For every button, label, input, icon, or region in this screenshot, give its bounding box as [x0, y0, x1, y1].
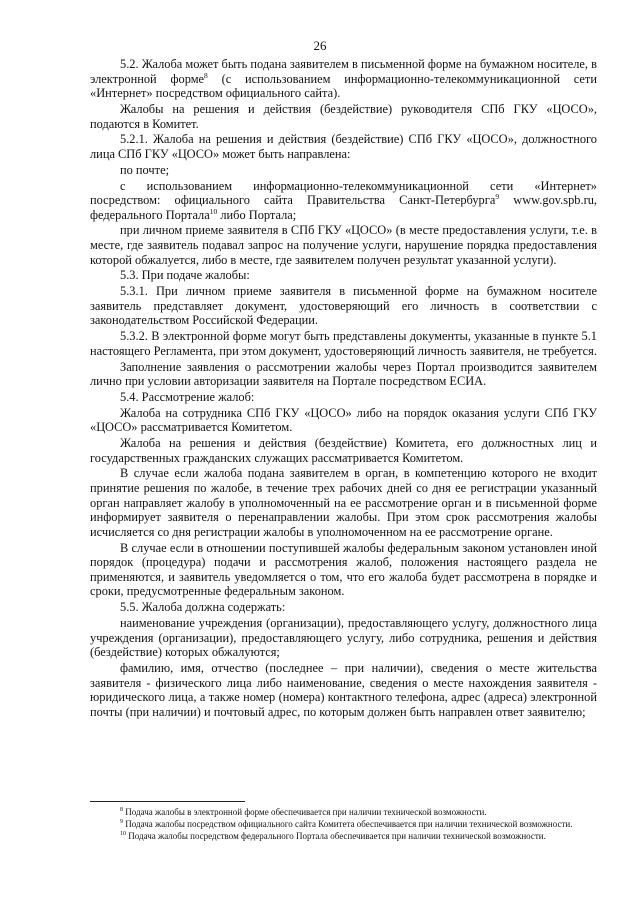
- document-body: [90, 57, 597, 721]
- paragraph: [90, 179, 597, 223]
- paragraph: [90, 436, 597, 465]
- paragraph: [90, 390, 597, 405]
- text-run: либо Портала;: [217, 207, 297, 222]
- paragraph: [90, 466, 597, 539]
- text-run: Жалоба на сотрудника СПб ГКУ «ЦОСО» либо на порядок оказания услуги СПб ГКУ «ЦОСО» рассматривается Комитетом.: [90, 405, 597, 435]
- footnote: [90, 831, 597, 842]
- paragraph: [90, 329, 597, 358]
- text-run: Подача жалобы посредством официального сайта Комитета обеспечивается при наличии технической возможности.: [123, 819, 573, 830]
- footnote-ref: 9: [495, 191, 500, 201]
- paragraph: [90, 406, 597, 435]
- text-run: Заполнение заявления о рассмотрении жалобы через Портал производится заявителем лично при условии авторизации заявителя на Портале посредством ЕСИА.: [90, 359, 597, 389]
- footnote-ref: 8: [120, 807, 123, 813]
- text-run: при личном приеме заявителя в СПб ГКУ «ЦОСО» (в месте предоставления услуги, т.е. в месте, где заявитель подавал запрос на получение услуги, нарушение порядка предоставления которой обжалуется, либо в месте, где заявителем получен результат указанной услуги).: [90, 223, 597, 267]
- text-run: Подача жалобы в электронной форме обеспечивается при наличии технической возможности.: [123, 807, 487, 817]
- text-run: 5.2.1. Жалоба на решения и действия (бездействие) СПб ГКУ «ЦОСО», должностного лица СПб ГКУ «ЦОСО» может быть направлена:: [90, 132, 597, 161]
- paragraph: [90, 541, 597, 599]
- text-run: наименование учреждения (организации), предоставляющего услугу, должностного лица учреждения (организации), предоставляющего услугу, либо сотрудника, решения и действия (бездействие) которых обжалуются;: [90, 615, 597, 660]
- text-run: 5.5. Жалоба должна содержать:: [120, 600, 286, 615]
- paragraph: [90, 223, 597, 267]
- paragraph: [90, 616, 597, 660]
- paragraph: [90, 132, 597, 161]
- text-run: Подача жалобы посредством федерального Портала обеспечивается при наличии технической возможности.: [126, 831, 546, 842]
- text-run: 5.4. Рассмотрение жалоб:: [120, 389, 255, 404]
- text-run: 5.3.2. В электронной форме могут быть представлены документы, указанные в пункте 5.1 настоящего Регламента, при этом документ, удостоверяющий личность заявителя, не требуется.: [90, 329, 597, 358]
- footnote-ref: 9: [120, 819, 123, 826]
- text-run: фамилию, имя, отчество (последнее – при наличии), сведения о месте жительства заявителя - физического лица либо наименование, сведения о месте нахождения заявителя - юридического лица, а также номер (номера) контактного телефона, адрес (адреса) электронной почты (при наличии) и почтовый адрес, по которым должен быть направлен ответ заявителю;: [90, 660, 597, 719]
- paragraph: [90, 102, 597, 131]
- text-run: www.gov.spb.ru, федерального Портала: [90, 193, 597, 222]
- paragraph: [90, 284, 597, 328]
- paragraph: [90, 661, 597, 719]
- text-run: В случае если в отношении поступившей жалобы федеральным законом установлен иной порядок (процедура) подачи и рассмотрения жалоб, положения настоящего раздела не применяются, и заявитель уведомляется о том, что его жалоба будет рассмотрена в порядке и сроки, предусмотренные федеральным законом.: [90, 540, 597, 599]
- text-run: с использованием информационно-телекоммуникационной сети «Интернет» посредством: официального сайта Правительства Санкт-Петербурга: [90, 178, 597, 208]
- footnote-separator: [90, 801, 245, 802]
- paragraph: [90, 360, 597, 389]
- paragraph: [90, 163, 597, 178]
- page-number: 26: [313, 38, 327, 53]
- text-run: В случае если жалоба подана заявителем в орган, в компетенцию которого не входит принятие решения по жалобе, в течение трех рабочих дней со дня ее регистрации указанный орган направляет жалобу в уполномоченный на ее рассмотрение орган и в письменной форме информирует заявителя о перенаправлении жалобы. При этом срок рассмотрения жалобы исчисляется со дня регистрации жалобы в уполномоченном на ее рассмотрение органе.: [90, 466, 597, 539]
- paragraph: [90, 600, 597, 615]
- footnote: [90, 807, 597, 818]
- footnote: [90, 819, 597, 830]
- footnote-ref: 10: [209, 206, 218, 216]
- text-run: по почте;: [120, 162, 170, 177]
- footnote-ref: 10: [120, 831, 126, 838]
- text-run: 5.3. При подаче жалобы:: [120, 268, 250, 283]
- text-run: 5.3.1. При личном приеме заявителя в письменной форме на бумажном носителе заявитель представляет документ, удостоверяющий его личность в соответствии с законодательством Российской Федерации.: [90, 284, 597, 328]
- text-run: Жалобы на решения и действия (бездействие) руководителя СПб ГКУ «ЦОСО», подаются в Комитет.: [90, 101, 597, 131]
- text-run: 5.2. Жалоба может быть подана заявителем в письменной форме на бумажном носителе, в электронной форме: [90, 57, 597, 86]
- paragraph: [90, 268, 597, 283]
- text-run: Жалоба на решения и действия (бездействие) Комитета, его должностных лиц и государственных гражданских служащих рассматривается Комитетом.: [90, 436, 597, 465]
- text-run: (с использованием информационно-телекоммуникационной сети «Интернет» посредством официального сайта).: [90, 71, 597, 101]
- footnotes: [90, 807, 597, 844]
- paragraph: [90, 57, 597, 101]
- footnote-ref: 8: [204, 70, 208, 80]
